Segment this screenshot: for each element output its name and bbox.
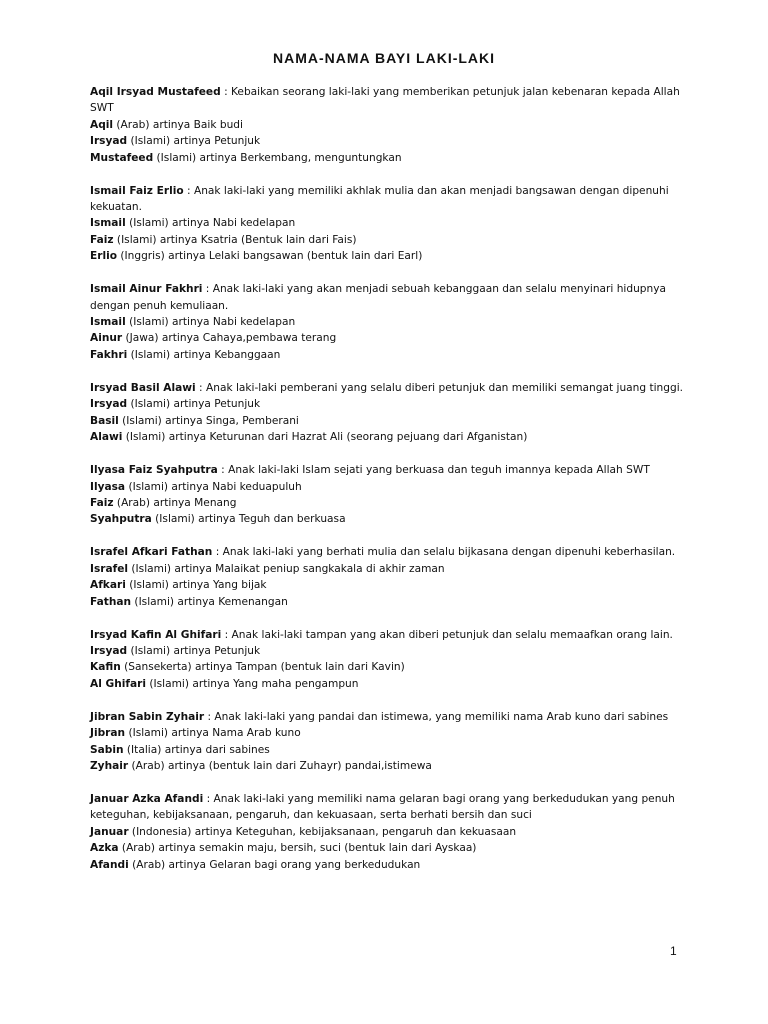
name-part	[90, 742, 690, 758]
entry-description: : Anak laki-laki yang memiliki akhlak mulia dan akan menjadi bangsawan dengan dipenuhi kekuatan.	[90, 184, 669, 214]
name-part	[90, 396, 690, 412]
entry-description: : Anak laki-laki yang akan menjadi sebuah kebanggaan dan selalu menyinari hidupnya dengan penuh kemuliaan.	[90, 283, 666, 312]
part-name: Erlio	[90, 250, 118, 263]
name-part	[90, 150, 690, 166]
part-meaning: (Sansekerta) artinya Tampan (bentuk lain dari Kavin)	[120, 661, 405, 674]
name-part	[90, 117, 690, 133]
name-part	[90, 314, 690, 330]
part-meaning: (Islami) artinya Yang bijak	[125, 579, 267, 592]
entry-full-name: Ismail Faiz Erlio	[90, 184, 184, 197]
entry-description: : Anak laki-laki pemberani yang selalu diberi petunjuk dan memiliki semangat juang tinggi.	[195, 381, 684, 394]
part-name: Kafin	[90, 661, 121, 674]
part-meaning: (Islami) artinya Nabi kedelapan	[125, 316, 296, 329]
part-meaning: (Islami) artinya Kebanggaan	[127, 348, 281, 361]
name-part	[90, 330, 690, 346]
name-part	[90, 248, 690, 264]
part-meaning: (Islami) artinya Nabi kedelapan	[125, 217, 296, 230]
entry-full-name: Irsyad Kafin Al Ghifari	[90, 628, 222, 641]
entry-summary	[90, 462, 690, 478]
entry-summary	[90, 627, 690, 643]
entry-summary	[90, 709, 690, 725]
part-meaning: (Jawa) artinya Cahaya,pembawa terang	[122, 332, 337, 345]
entry-description: : Anak laki-laki yang memiliki nama gelaran bagi orang yang berkedudukan yang penuh keteguhan, kebijaksanaan, pengaruh, dan kekuasaan, serta berhati bersih dan suci	[90, 792, 675, 822]
name-part	[90, 758, 690, 774]
name-part	[90, 594, 690, 610]
name-part	[90, 133, 690, 149]
name-part	[90, 643, 690, 659]
name-entry	[90, 84, 690, 166]
entry-full-name: Aqil Irsyad Mustafeed	[90, 86, 221, 98]
entry-description: : Anak laki-laki yang berhati mulia dan selalu bijkasana dengan dipenuhi keberhasilan.	[212, 546, 676, 559]
name-part	[90, 413, 690, 429]
name-part	[90, 840, 690, 856]
name-part	[90, 495, 690, 511]
entry-summary	[90, 281, 690, 314]
name-entry	[90, 462, 690, 528]
name-part	[90, 511, 690, 527]
part-name: Ilyasa	[90, 480, 126, 493]
part-meaning: (Islami) artinya Ksatria (Bentuk lain dari Fais)	[113, 233, 357, 246]
part-name: Afkari	[90, 579, 126, 592]
name-part	[90, 857, 690, 873]
entry-description: : Kebaikan seorang laki-laki yang memberikan petunjuk jalan kebenaran kepada Allah SWT	[90, 86, 680, 115]
name-part	[90, 215, 690, 231]
part-name: Mustafeed	[90, 151, 154, 164]
part-meaning: (Arab) artinya Baik budi	[113, 118, 243, 131]
entry-description: : Anak laki-laki Islam sejati yang berkuasa dan teguh imannya kepada Allah SWT	[217, 464, 650, 477]
name-part	[90, 561, 690, 577]
name-part	[90, 577, 690, 593]
name-part	[90, 676, 690, 692]
part-name: Ainur	[90, 332, 123, 345]
part-meaning: (Islami) artinya Malaikat peniup sangkakala di akhir zaman	[128, 562, 445, 575]
part-meaning: (Indonesia) artinya Keteguhan, kebijaksanaan, pengaruh dan kekuasaan	[128, 825, 517, 838]
name-part	[90, 659, 690, 675]
entry-full-name: Irsyad Basil Alawi	[90, 381, 196, 394]
part-meaning: (Islami) artinya Singa, Pemberani	[118, 414, 299, 427]
part-name: Irsyad	[90, 644, 128, 657]
part-name: Jibran	[90, 727, 126, 740]
entry-summary	[90, 791, 690, 824]
entry-summary	[90, 380, 690, 396]
entry-summary	[90, 183, 690, 216]
name-entry	[90, 380, 690, 446]
part-name: Faiz	[90, 496, 114, 509]
part-meaning: (Inggris) artinya Lelaki bangsawan (bentuk lain dari Earl)	[117, 250, 423, 263]
part-meaning: (Islami) artinya Kemenangan	[131, 595, 288, 608]
part-meaning: (Arab) artinya Menang	[113, 496, 237, 509]
part-name: Ismail	[90, 316, 126, 329]
part-name: Israfel	[90, 562, 129, 575]
entry-full-name: Ismail Ainur Fakhri	[90, 283, 203, 296]
part-name: Irsyad	[90, 398, 128, 411]
entry-full-name: Januar Azka Afandi	[90, 792, 204, 805]
entry-full-name: Ilyasa Faiz Syahputra	[90, 464, 218, 477]
name-list	[90, 84, 690, 890]
part-meaning: (Islami) artinya Yang maha pengampun	[146, 677, 359, 690]
name-part	[90, 479, 690, 495]
part-meaning: (Arab) artinya semakin maju, bersih, suci (bentuk lain dari Ayskaa)	[118, 842, 477, 855]
part-name: Januar	[90, 825, 129, 838]
part-name: Fathan	[90, 595, 132, 608]
part-name: Azka	[90, 842, 119, 855]
part-name: Afandi	[90, 858, 129, 871]
part-meaning: (Islami) artinya Petunjuk	[127, 398, 261, 411]
name-entry	[90, 281, 690, 363]
part-meaning: (Islami) artinya Petunjuk	[127, 135, 261, 148]
part-meaning: (Arab) artinya (bentuk lain dari Zuhayr) pandai,istimewa	[128, 759, 432, 772]
name-part	[90, 232, 690, 248]
name-part	[90, 347, 690, 363]
part-meaning: (Islami) artinya Nama Arab kuno	[125, 727, 301, 740]
part-meaning: (Islami) artinya Teguh dan berkuasa	[151, 513, 346, 526]
name-part	[90, 824, 690, 840]
part-meaning: (Arab) artinya Gelaran bagi orang yang berkedudukan	[128, 858, 421, 871]
page-number: 1	[670, 944, 677, 958]
name-entry	[90, 544, 690, 610]
name-entry	[90, 709, 690, 775]
part-name: Aqil	[90, 118, 114, 131]
name-entry	[90, 627, 690, 693]
part-meaning: (Islami) artinya Berkembang, menguntungkan	[153, 151, 402, 164]
part-name: Ismail	[90, 217, 126, 230]
entry-description: : Anak laki-laki yang pandai dan istimewa, yang memiliki nama Arab kuno dari sabines	[204, 710, 669, 723]
part-name: Syahputra	[90, 513, 152, 526]
part-meaning: (Islami) artinya Nabi keduapuluh	[125, 480, 302, 493]
part-name: Al Ghifari	[90, 677, 146, 690]
name-part	[90, 725, 690, 741]
part-meaning: (Italia) artinya dari sabines	[123, 743, 270, 756]
part-name: Faiz	[90, 233, 114, 246]
part-name: Zyhair	[90, 759, 129, 772]
name-part	[90, 429, 690, 445]
page-title: NAMA-NAMA BAYI LAKI-LAKI	[272, 50, 496, 66]
entry-summary	[90, 544, 690, 560]
entry-description: : Anak laki-laki tampan yang akan diberi petunjuk dan selalu memaafkan orang lain.	[221, 628, 673, 641]
part-meaning: (Islami) artinya Petunjuk	[127, 644, 261, 657]
name-entry	[90, 791, 690, 873]
part-meaning: (Islami) artinya Keturunan dari Hazrat Ali (seorang pejuang dari Afganistan)	[122, 431, 528, 444]
part-name: Fakhri	[90, 348, 128, 361]
entry-summary	[90, 84, 690, 117]
part-name: Alawi	[90, 431, 123, 444]
entry-full-name: Jibran Sabin Zyhair	[90, 710, 205, 723]
entry-full-name: Israfel Afkari Fathan	[90, 546, 213, 559]
part-name: Basil	[90, 414, 119, 427]
part-name: Irsyad	[90, 135, 128, 148]
part-name: Sabin	[90, 743, 124, 756]
name-entry	[90, 183, 690, 265]
